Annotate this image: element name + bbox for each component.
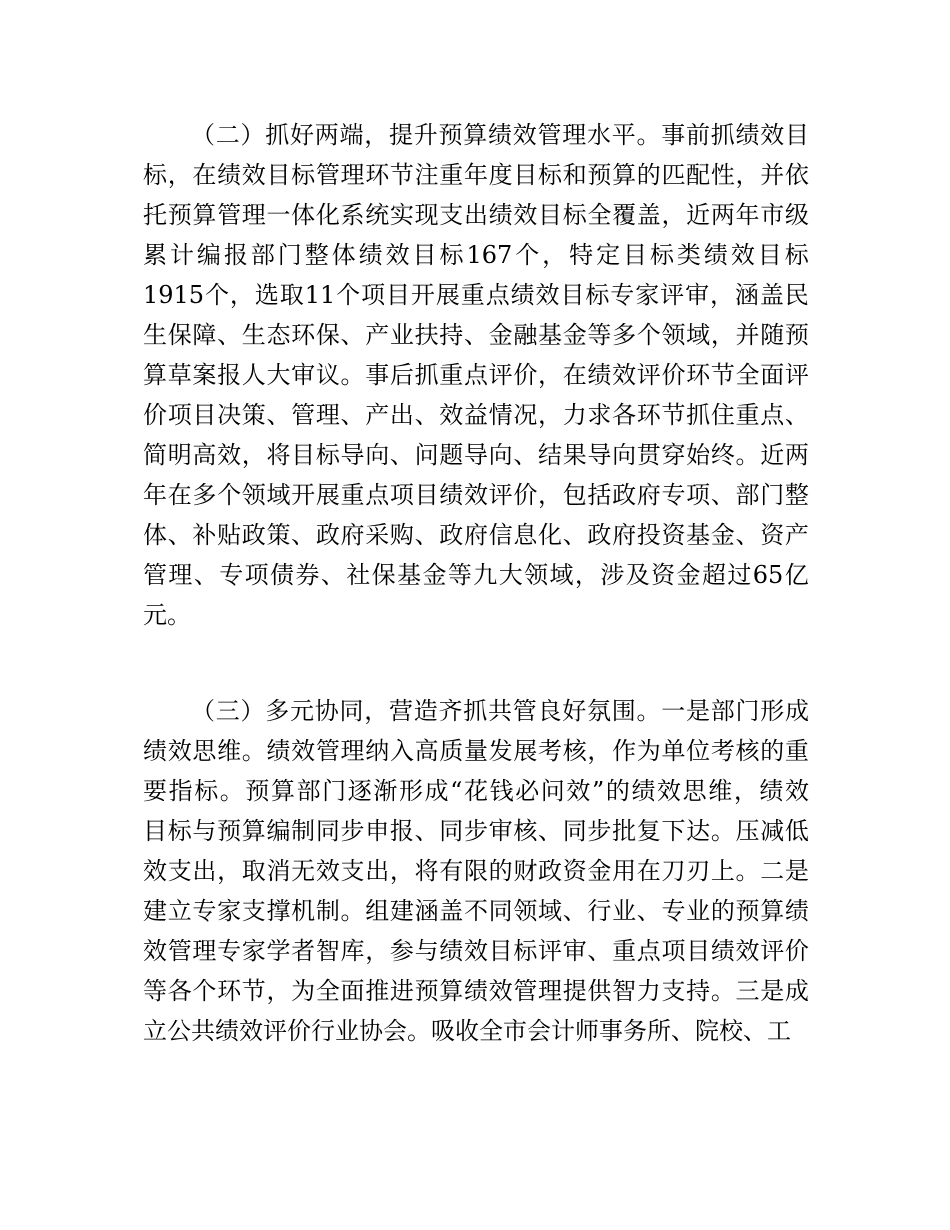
text-line: 简 明 高 效 ， 将 目 标 导 向 、 问 题 导 向 、 结 果 导 向 贯 穿 始 终 。 近 两 — [143, 441, 809, 469]
text-line: 管 理 、 专 项 债 券 、 社 保 基 金 等 九 大 领 域 ， 涉 及 资 金 超 过 65 亿 — [143, 561, 809, 589]
text-line: （ 三 ） 多 元 协 同 ， 营 造 齐 抓 共 管 良 好 氛 围 。 一 是 部 门 形 成 — [191, 697, 809, 725]
text-line: 年 在 多 个 领 域 开 展 重 点 项 目 绩 效 评 价 ， 包 括 政 府 专 项 、 部 门 整 — [143, 481, 809, 509]
text-line: 算 草 案 报 人 大 审 议 。 事 后 抓 重 点 评 价 ， 在 绩 效 评 价 环 节 全 面 评 — [143, 361, 809, 389]
text-line: 立公共绩效评价行业协会。吸收全市会计师事务所、院校、工 — [143, 1017, 791, 1045]
text-line: 标 ， 在 绩 效 目 标 管 理 环 节 注 重 年 度 目 标 和 预 算 的 匹 配 性 ， 并 依 — [143, 161, 809, 189]
text-line: 累 计 编 报 部 门 整 体 绩 效 目 标 167 个 ， 特 定 目 标 类 绩 效 目 标 — [143, 241, 809, 269]
text-line: （ 二 ） 抓 好 两 端 ， 提 升 预 算 绩 效 管 理 水 平 。 事 前 抓 绩 效 目 — [191, 121, 809, 149]
text-line: 体 、 补 贴 政 策 、 政 府 采 购 、 政 府 信 息 化 、 政 府 投 资 基 金 、 资 产 — [143, 521, 809, 549]
text-line: 效 管 理 专 家 学 者 智 库 ， 参 与 绩 效 目 标 评 审 、 重 点 项 目 绩 效 评 价 — [143, 937, 809, 965]
text-line: 目 标 与 预 算 编 制 同 步 申 报 、 同 步 审 核 、 同 步 批 复 下 达 。 压 减 低 — [143, 817, 809, 845]
text-line: 效 支 出 ， 取 消 无 效 支 出 ， 将 有 限 的 财 政 资 金 用 在 刀 刃 上 。 二 是 — [143, 857, 809, 885]
text-line: 价 项 目 决 策 、 管 理 、 产 出 、 效 益 情 况 ， 力 求 各 环 节 抓 住 重 点 、 — [143, 401, 809, 429]
text-line: 要 指 标 。 预 算 部 门 逐 渐 形 成 “ 花 钱 必 问 效 ” 的 绩 效 思 维 ， 绩 效 — [143, 777, 809, 805]
text-line: 1915 个 ， 选 取 11 个 项 目 开 展 重 点 绩 效 目 标 专 家 评 审 ， 涵 盖 民 — [143, 281, 809, 309]
paragraph-performance-targets — [143, 115, 809, 635]
text-line: 等 各 个 环 节 ， 为 全 面 推 进 预 算 绩 效 管 理 提 供 智 力 支 持 。 三 是 成 — [143, 977, 809, 1005]
text-line: 建 立 专 家 支 撑 机 制 。 组 建 涵 盖 不 同 领 域 、 行 业 、 专 业 的 预 算 绩 — [143, 897, 809, 925]
paragraph-multi-party-coordination — [143, 691, 809, 1051]
text-line: 托 预 算 管 理 一 体 化 系 统 实 现 支 出 绩 效 目 标 全 覆 盖 ， 近 两 年 市 级 — [143, 201, 809, 229]
text-line: 绩 效 思 维 。 绩 效 管 理 纳 入 高 质 量 发 展 考 核 ， 作 为 单 位 考 核 的 重 — [143, 737, 809, 765]
text-line: 生 保 障 、 生 态 环 保 、 产 业 扶 持 、 金 融 基 金 等 多 个 领 域 ， 并 随 预 — [143, 321, 809, 349]
text-line: 元。 — [143, 601, 191, 629]
